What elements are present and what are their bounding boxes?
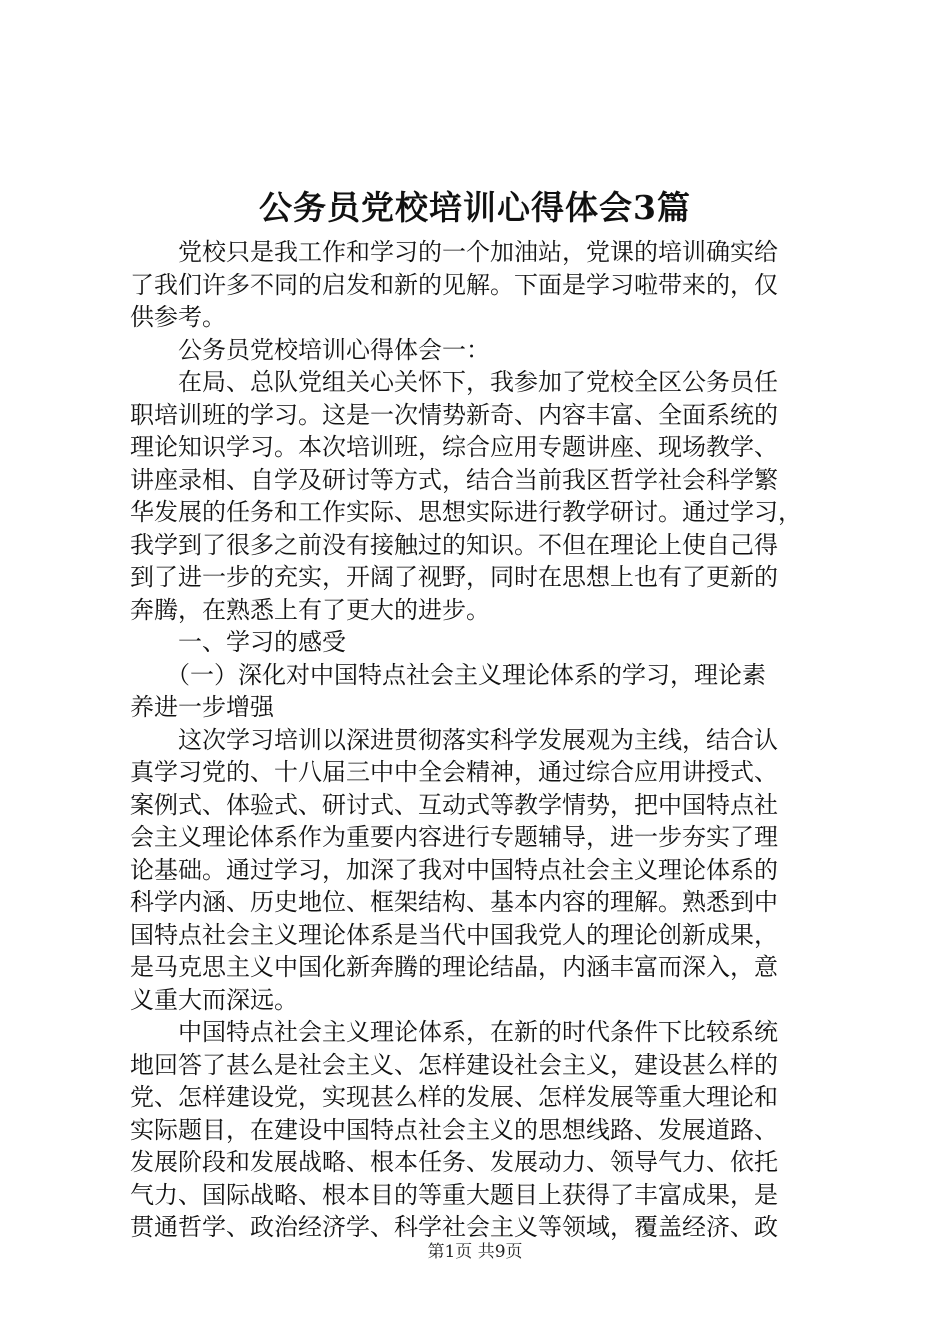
body-line: 党校只是我工作和学习的一个加油站，党课的培训确实给 <box>130 238 778 266</box>
body-line: 科学内涵、历史地位、框架结构、基本内容的理解。熟悉到中 <box>130 888 778 916</box>
body-line: 实际题目，在建设中国特点社会主义的思想线路、发展道路、 <box>130 1115 778 1144</box>
body-line: 公务员党校培训心得体会一： <box>130 335 490 364</box>
body-line: 华发展的任务和工作实际、思想实际进行教学研讨。通过学习， <box>130 498 802 526</box>
body-line: 地回答了甚么是社会主义、怎样建设社会主义，建设甚么样的 <box>130 1050 778 1079</box>
body-line: （一）深化对中国特点社会主义理论体系的学习，理论素 <box>130 660 766 689</box>
body-line: 我学到了很多之前没有接触过的知识。不但在理论上使自己得 <box>130 530 778 559</box>
body-line: 发展阶段和发展战略、根本任务、发展动力、领导气力、依托 <box>130 1148 778 1176</box>
body-line: 到了进一步的充实，开阔了视野，同时在思想上也有了更新的 <box>130 563 778 591</box>
body-line: 供参考。 <box>130 303 226 331</box>
body-line: 在局、总队党组关心关怀下，我参加了党校全区公务员任 <box>130 368 778 396</box>
body-line: 气力、国际战略、根本目的等重大题目上获得了丰富成果，是 <box>130 1180 778 1209</box>
body-line: 这次学习培训以深进贯彻落实科学发展观为主线，结合认 <box>130 725 778 754</box>
document-body <box>130 236 830 1244</box>
body-line: 了我们许多不同的启发和新的见解。下面是学习啦带来的，仅 <box>130 270 778 299</box>
body-line: 讲座录相、自学及研讨等方式，结合当前我区哲学社会科学繁 <box>130 465 778 494</box>
body-line: 党、怎样建设党，实现甚么样的发展、怎样发展等重大理论和 <box>130 1083 778 1111</box>
body-line: 会主义理论体系作为重要内容进行专题辅导，进一步夯实了理 <box>130 823 778 851</box>
document-title: 公务员党校培训心得体会3篇 <box>259 188 691 227</box>
body-line: 职培训班的学习。这是一次情势新奇、内容丰富、全面系统的 <box>130 400 778 429</box>
body-line: 义重大而深远。 <box>130 985 298 1014</box>
body-line: 论基础。通过学习，加深了我对中国特点社会主义理论体系的 <box>130 855 778 884</box>
body-line: 真学习党的、十八届三中中全会精神，通过综合应用讲授式、 <box>130 758 778 786</box>
body-line: 中国特点社会主义理论体系，在新的时代条件下比较系统 <box>130 1018 778 1046</box>
body-line: 奔腾，在熟悉上有了更大的进步。 <box>130 595 490 624</box>
body-line: 是马克思主义中国化新奔腾的理论结晶，内涵丰富而深入，意 <box>130 953 778 981</box>
body-line: 案例式、体验式、研讨式、互动式等教学情势，把中国特点社 <box>130 790 778 819</box>
body-line: 贯通哲学、政治经济学、科学社会主义等领域，覆盖经济、政 <box>130 1213 778 1241</box>
body-line: 理论知识学习。本次培训班，综合应用专题讲座、现场教学、 <box>130 433 778 461</box>
body-line: 国特点社会主义理论体系是当代中国我党人的理论创新成果， <box>130 920 778 949</box>
body-line: 一、学习的感受 <box>130 628 346 656</box>
body-line: 养进一步增强 <box>130 693 274 721</box>
page-footer: 第1页 共9页 <box>427 1242 523 1262</box>
